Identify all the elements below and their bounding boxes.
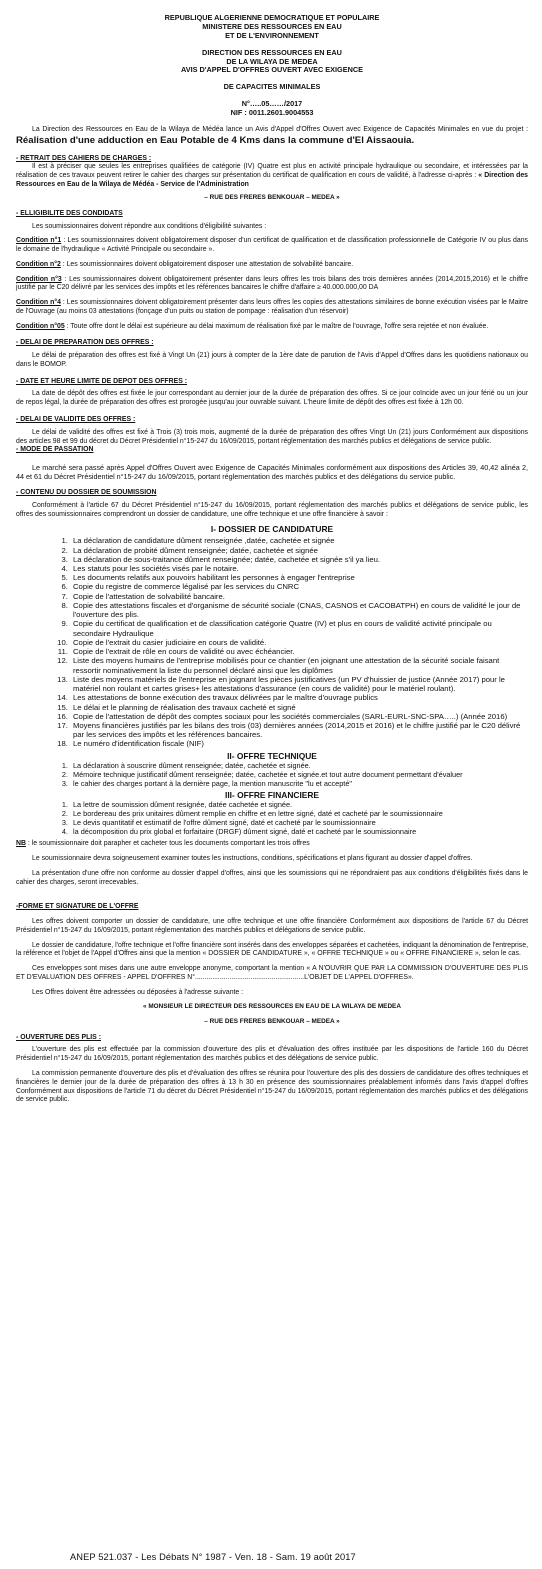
list-item: 15. Le délai et le planning de réalisation des travaux cacheté et signé [70,703,528,712]
list-item: 1. La déclaration à souscrire dûment renseignée; datée, cachetée et signée. [70,762,528,771]
list-item: 2. La déclaration de probité dûment renseignée; datée, cachetée et signée [70,546,528,555]
condition-item [16,237,528,255]
condition-text: : Les soumissionnaires doivent obligatoirement disposer d'un certificat de qualification et de classification professionnelle de Catégorie IV ou plus dans le domaine de l'hydraulique « Activité Principale ou secondaire ». [16,237,528,254]
condition-label: Condition n°3 [16,275,62,283]
list-item: 12. Liste des moyens humains de l'entreprise mobilisés pour ce chantier (en joignant une attestation de la sécurité sociale faisant ressortir nominativement la liste du personnel déclaré ainsi que les diplômes [70,656,528,674]
list-item: 10. Copie de l'extrait du casier judiciaire en cours de validité. [70,638,528,647]
condition-text: : Les soumissionnaires doivent obligatoirement présenter dans leurs offres les copies des attestations similaires de bonne exécution visées par le Maitre de l'Ouvrage (au moins 03 attestations (fonçage d'un puits ou station de pompage : réalisation d'un réservoir) [16,299,528,315]
condition-item [16,323,528,332]
nb-text: : le soumissionnaire doit parapher et cacheter tous les documents comportant les trois offres [25,840,310,848]
section-title: - CONTENU DU DOSSIER DE SOUMISSION [16,489,157,497]
contenu-p1: Le soumissionnaire devra soigneusement examiner toutes les instructions, conditions, spécifications et plans figurant au dossier d'appel d'offres. [32,855,473,863]
list-item: 9. Copie du certificat de qualification et de classification catégorie Quatre (IV) et plus en cours de validité activité principale ou secondaire Hydraulique [70,619,528,637]
passation-text: Le marché sera passé après Appel d'Offres Ouvert avec Exigence de Capacités Minimales conformément aux dispositions des Articles 39, 40,42 alinéa 2, 44 et 61 du Décret Présidentiel n°15-247 du 16/09/2015, portant réglementation des marchés publics et des délégations du service public. [16,463,528,482]
list-item: 11. Copie de l'extrait de rôle en cours de validité ou avec échéancier. [70,647,528,656]
contenu-p2: La présentation d'une offre non conforme au dossier d'appel d'offres, ainsi que les soumissions qui ne répondraient pas aux conditions d'éligibilités fixés dans le cahier des charges, seront irrecevables. [16,869,528,886]
section-title: - RETRAIT DES CAHIERS DE CHARGES : [16,154,152,162]
section-title: - DELAI DE PREPARATION DES OFFRES : [16,339,154,347]
depot-text: La date de dépôt des offres est fixée le jour correspondant au dernier jour de la durée de préparation des offres. Si ce jour coïncide avec un jour férié ou un jour de repos légal, la durée de préparation des offres est prorogée jusqu'au jour ouvrable suivant. L'heure limite de dépôt des offres est fixée à 12h 00. [16,390,528,407]
list-item: 1. La déclaration de candidature dûment renseignée ,datée, cachetée et signée [70,536,528,545]
list-item: 3. La déclaration de sous-traitance dûment renseignée; datée, cachetée et signée s'il ya lieu. [70,555,528,564]
nif-number: NIF : 0011.2601.9004553 [230,108,314,118]
condition-label: Condition n°4 [16,299,61,307]
forme-p1: Les offres doivent comporter un dossier de candidature, une offre technique et une offre financière Conformément aux dispositions de l'article 67 du Décret Présidentiel n°15-247 du 16/09/2015, portant réglementation des marchés publics et délégations de service public. [16,918,528,934]
list-item: 2. Mémoire technique justificatif dûment renseignée; datée, cachetée et signée.et tout autre document permettant d'évaluer [70,771,528,780]
header-line: DE LA WILAYA DE MEDEA [226,56,318,66]
financiere-list [16,801,528,836]
condition-item [16,261,528,270]
list-item: 16. Copie de l'attestation de dépôt des comptes sociaux pour les sociétés commerciales (SARL-EURL-SNC-SPA…..) (Année 2016) [70,712,528,721]
section-title: - OUVERTURE DES PLIS : [16,1033,101,1041]
section-title: - DELAI DE VALIDITE DES OFFRES : [16,415,136,423]
condition-item [16,276,528,294]
intro-text: La Direction des Ressources en Eau de la Wilaya de Médéa lance un Avis d'Appel d'Offres Ouvert avec Exigence de Capacités Minimales en vue du projet : [32,126,528,134]
technique-list [16,762,528,788]
header-line: DIRECTION DES RESSOURCES EN EAU [202,47,342,57]
forme-address: « MONSIEUR LE DIRECTEUR DES RESSOURCES EN EAU DE LA WILAYA DE MEDEA [143,1003,401,1011]
list-item: 18. Le numéro d'identification fiscale (NIF) [70,739,528,748]
retrait-text: Il est à préciser que seules les entreprises qualifiées de catégorie (IV) Quatre est plus en activité principale hydraulique ou secondaire, et intéressées par la réalisation de ces travaux peuvent retirer le cahier des charges sur présentation du certificat de qualification en cours de validité, à l'adresse ci-après : [16,163,528,180]
header-line: DE CAPACITES MINIMALES [223,82,321,92]
ouverture-p1: L'ouverture des plis est effectuée par la commission d'ouverture des plis et d'évaluation des offres instituée par les dispositions de l'article 160 du Décret Présidentiel n°15-247 du 16/09/2015, portant réglementation des marchés publics et des délégations de service public. [16,1046,528,1063]
forme-p3: Ces enveloppes sont mises dans une autre enveloppe anonyme, comportant la mention « A N'OUVRIR QUE PAR LA COMMISSION D'OUVERTURE DES PLIS ET D'EVALUATION DES OFFRES - APPEL D'OFFRES N°.........................................................L'OBJET DE L'APPEL D'OFFRES». [16,965,528,981]
condition-label: Condition n°1 [16,237,62,245]
project-title: Réalisation d'une adduction en Eau Potable de 4 Kms dans la commune d'El Aissaouia. [16,134,415,146]
header-line: MINISTERE DES RESSOURCES EN EAU [202,21,342,31]
nb-label: NB [16,840,26,848]
list-item: 3. le cahier des charges portant à la dernière page, la mention manuscrite "lu et accepté" [70,780,528,789]
list-item: 13. Liste des moyens matériels de l'entreprise en joignant les pièces justificatives (un PV d'huissier de justice (Année 2017) pour le matériel non roulant et cartes grises+ les attestations d'assurance (en cours de validité) pour le matériel roulant). [70,675,528,693]
list-item: 5. Les documents relatifs aux pouvoirs habilitant les personnes à engager l'entreprise [70,573,528,582]
candidature-heading: I- DOSSIER DE CANDIDATURE [210,523,334,534]
section-title: - ELLIGIBILITE DES CONDIDATS [16,209,123,217]
retrait-street: – RUE DES FRERES BENKOUAR – MEDEA » [204,193,340,201]
retrait-address: « Direction des Ressources en Eau de la Wilaya de Médéa - Service de l'Administration [16,172,528,188]
footer-text: ANEP 521.037 - Les Débats N° 1987 - Ven. 18 - Sam. 19 août 2017 [70,1552,356,1562]
notice-number: N°…..05……/2017 [241,99,303,109]
header-line: ET DE L'ENVIRONNEMENT [225,30,319,40]
forme-p2: Le dossier de candidature, l'offre technique et l'offre financière sont insérés dans des enveloppes séparées et cachetées, indiquant la dénomination de l'entreprise, la référence et l'objet de l'Appel d'Offres ainsi que la mention « DOSSIER DE CANDIDATURE », « OFFRE TECHNIQUE » ou « OFFRE FINANCIERE », selon le cas. [16,941,528,958]
contenu-text: Conformément à l'article 67 du Décret Présidentiel n°15-247 du 16/09/2015, portant réglementation des marchés publics et délégations de service public, les offres des soumissionnaires comprendront un dossier de candidature, une offre technique et une offre financière à savoir : [16,502,528,518]
ouverture-p2: La commission permanente d'ouverture des plis et d'évaluation des offres se réunira pour l'ouverture des plis des dossiers de candidature des offres techniques et financières le dernier jour de la durée de préparation des offres à 13 h 30 en présence des soumissionnaires préalablement informés dans l'avis d'appel d'offres Conformément aux dispositions de l'article 71 du décret du Décret Présidentiel n°15-247 du 16/09/2015, portant réglementation des marchés publics et des délégations de service public. [16,1070,528,1104]
financiere-heading: III- OFFRE FINANCIERE [225,789,319,800]
delai-prep-text: Le délai de préparation des offres est fixé à Vingt Un (21) jours à compter de la 1ère date de parution de l'Avis d'Appel d'Offres dans les quotidiens nationaux ou dans le BOMOP. [16,352,528,368]
header-line: REPUBLIQUE ALGERIENNE DEMOCRATIQUE ET POPULAIRE [164,13,380,22]
candidature-list [16,536,528,748]
eligibilite-intro: Les soumissionnaires doivent répondre aux conditions d'éligibilité suivantes : [32,222,267,230]
condition-text: : Les soumissionnaires doivent obligatoirement présenter dans leurs offres les trois bilans des trois dernières années (2014,2015,2016) et le chiffre justifié par le C20 délivré par les services des impôts et les références bancaires le chiffre d'affaire ≥ 40.000.000,00 DA [16,275,528,292]
list-item: 8. Copie des attestations fiscales et d'organisme de sécurité sociale (CNAS, CASNOS et CACOBATPH) en cours de validité le jour de l'ouverture des plis. [70,601,528,619]
retrait-paragraph [16,163,528,189]
condition-label: Condition n°2 [16,260,61,268]
header-line: AVIS D'APPEL D'OFFRES OUVERT AVEC EXIGENCE [180,65,363,75]
list-item: 6. Copie du registre de commerce légalisé par les services du CNRC [70,582,528,591]
document-header [16,14,528,118]
list-item: 4. Les statuts pour les sociétés visés par le notaire. [70,564,528,573]
list-item: 14. Les attestations de bonne exécution des travaux délivrées par le maître d'ouvrage publics [70,693,528,702]
forme-street: – RUE DES FRERES BENKOUAR – MEDEA » [204,1017,340,1025]
section-title: - DATE ET HEURE LIMITE DE DEPOT DES OFFRES : [16,377,187,385]
list-item: 1. La lettre de soumission dûment resignée, datée cachetée et signée. [70,801,528,810]
forme-p4: Les Offres doivent être adressées ou déposées à l'adresse suivante : [32,988,244,996]
condition-label: Condition n°05 [16,322,65,330]
condition-item [16,299,528,317]
validite-text: Le délai de validité des offres est fixé à Trois (3) trois mois, augmenté de la durée de préparation des offres Vingt Un (21) jours Conformément aux dispositions des articles 98 et 99 du décret du Décret Présidentiel n°15-247 du 16/09/2015, portant réglementation des marchés publics et délégations de service public. [16,428,528,445]
list-item: 17. Moyens financières justifiés par les bilans des trois (03) dernières années (2014,2015 et 2016) et le chiffre justifié par le C20 délivré par les services des impôts et les références bancaires. [70,721,528,739]
intro-paragraph [16,126,528,147]
condition-text: : Les soumissionnaires doivent obligatoirement disposer une attestation de solvabilité bancaire. [60,260,354,268]
list-item: 7. Copie de l'attestation de solvabilité bancaire. [70,592,528,601]
technique-heading: II- OFFRE TECHNIQUE [227,750,317,761]
section-title: - MODE DE PASSATION [16,446,94,454]
list-item: 2. Le bordereau des prix unitaires dûment remplie en chiffre et en lettre signé, daté et cacheté par le soumissionnaire [70,810,528,819]
section-title: -FORME ET SIGNATURE DE L'OFFRE [16,903,139,911]
list-item: 3. Le devis quantitatif et estimatif de l'offre dûment signé, daté et cacheté par le soumissionnaire [70,819,528,828]
newspaper-footer [0,1551,542,1569]
list-item: 4. la décomposition du prix global et forfaitaire (DRGF) dûment signé, daté et cacheté par le soumissionnaire [70,828,528,837]
nb-note [16,840,528,849]
conditions-list [16,237,528,331]
condition-text: : Toute offre dont le délai est supérieure au délai maximum de réalisation fixé par le maître de l'ouvrage, l'offre sera rejetée et non évaluée. [64,322,489,330]
